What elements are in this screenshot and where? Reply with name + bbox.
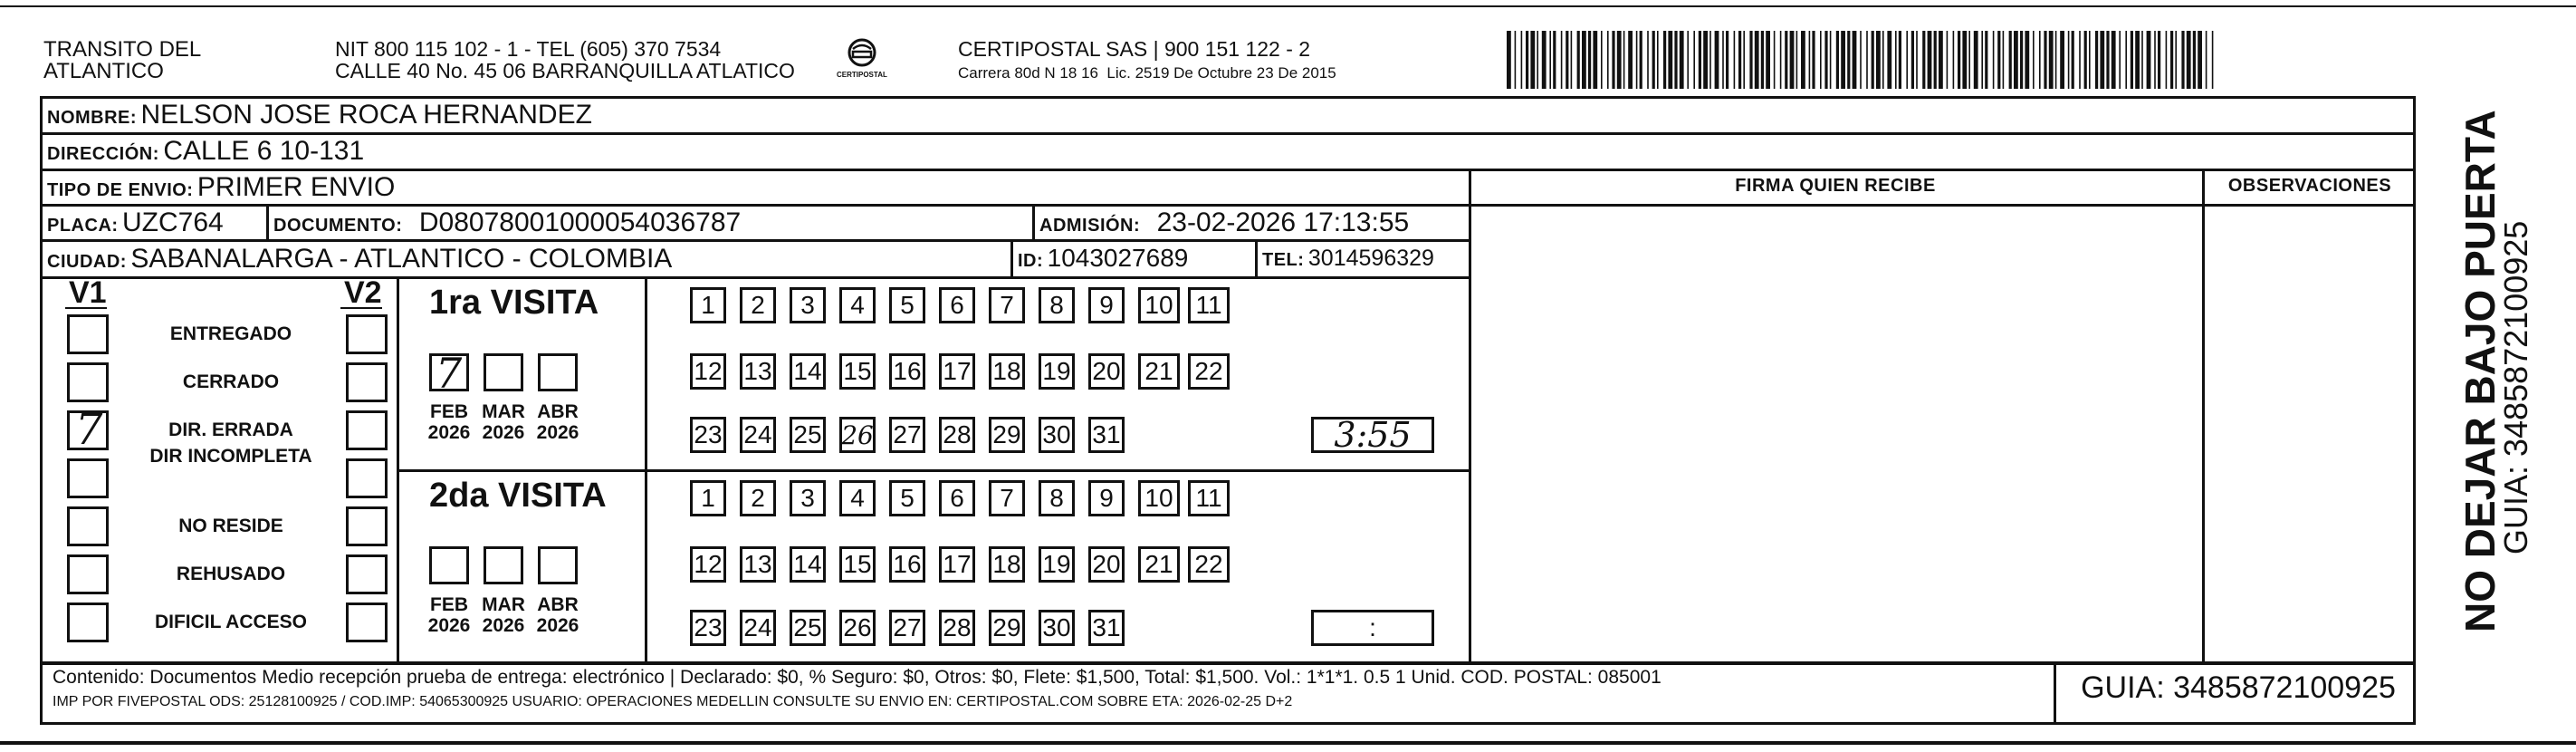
- day-checkbox[interactable]: 8: [1039, 480, 1075, 516]
- status-option-label: NO RESIDE: [178, 516, 283, 536]
- barcode-bar: [2039, 31, 2041, 89]
- barcode-bar: [1553, 31, 1556, 89]
- barcode-bar: [1593, 31, 1597, 89]
- barcode-bar: [1981, 31, 1983, 89]
- barcode-bar: [1687, 31, 1689, 89]
- barcode-bar: [2175, 31, 2177, 89]
- barcode-bar: [1853, 31, 1857, 89]
- footer-content-line: Contenido: Documentos Medio recepción prueba de entrega: electrónico | Declarado: $0, % Seguro: $0, Otros: $0, Flete: $1,500, Total: $1,500. Vol.: 1*1*1. 0.5 1 Unid. COD. POSTAL: 085001: [53, 667, 1661, 688]
- side-guia: GUIA: 3485872100925: [2497, 220, 2534, 554]
- v2-checkbox[interactable]: [346, 506, 388, 546]
- day-checkbox[interactable]: 10: [1138, 480, 1180, 516]
- barcode-bar: [1647, 31, 1649, 89]
- status-option-label: ENTREGADO: [169, 323, 292, 344]
- barcode-bar: [2068, 31, 2070, 89]
- v2-header: V2: [344, 275, 382, 310]
- direccion-field: [47, 136, 364, 167]
- month-label: MAR 2026: [482, 594, 525, 636]
- nombre-label: NOMBRE:: [47, 108, 138, 128]
- day-checkbox[interactable]: 15: [839, 546, 876, 583]
- visit-title: 2da VISITA: [429, 477, 607, 515]
- day-checkbox[interactable]: 21: [1138, 353, 1180, 390]
- barcode-bar: [2025, 31, 2029, 89]
- day-checkbox[interactable]: 13: [740, 546, 776, 583]
- barcode-bar: [1953, 31, 1955, 89]
- day-checkbox[interactable]: 4: [839, 480, 876, 516]
- barcode-bar: [2166, 31, 2168, 89]
- certipostal-logo-icon: [837, 36, 887, 83]
- day-checkbox[interactable]: 5: [889, 480, 925, 516]
- day-checkbox[interactable]: 1: [690, 287, 726, 323]
- day-checkbox[interactable]: 20: [1088, 353, 1125, 390]
- barcode-bar: [1780, 31, 1782, 89]
- barcode-bar: [1985, 31, 1987, 89]
- day-checkbox[interactable]: 29: [989, 417, 1025, 453]
- barcode-bar: [2198, 31, 2202, 89]
- barcode-bar: [2181, 31, 2184, 89]
- barcode-bar: [1906, 31, 1908, 89]
- day-checkbox[interactable]: 5: [889, 287, 925, 323]
- barcode-bar: [1715, 31, 1719, 89]
- day-checkbox[interactable]: 17: [939, 546, 975, 583]
- day-checkbox[interactable]: 31: [1088, 417, 1125, 453]
- day-checkbox[interactable]: 11: [1188, 287, 1230, 323]
- barcode-bar: [2100, 31, 2104, 89]
- barcode-bar: [2154, 31, 2156, 89]
- barcode-bar: [2119, 31, 2121, 89]
- barcode-bar: [1623, 31, 1625, 89]
- tipo-envio-label: TIPO DE ENVIO:: [47, 180, 194, 200]
- barcode-bar: [1530, 31, 1535, 89]
- barcode-bar: [1582, 31, 1586, 89]
- barcode-bar: [1749, 31, 1752, 89]
- barcode-bar: [1939, 31, 1943, 89]
- day-checkbox[interactable]: 16: [889, 353, 925, 390]
- barcode-bar: [2014, 31, 2018, 89]
- v1-checkbox[interactable]: [67, 404, 109, 455]
- day-checkbox[interactable]: 8: [1039, 287, 1075, 323]
- documento-label: DOCUMENTO:: [273, 216, 403, 236]
- month-checkbox[interactable]: [484, 546, 523, 584]
- barcode-bar: [2158, 31, 2160, 89]
- courier-name-line: CERTIPOSTAL SAS | 900 151 122 - 2: [958, 37, 1311, 61]
- day-checkbox[interactable]: 17: [939, 353, 975, 390]
- ciudad-value: SABANALARGA - ATLANTICO - COLOMBIA: [130, 244, 673, 274]
- day-checkbox[interactable]: 19: [1039, 546, 1075, 583]
- admision-field: [1039, 207, 1409, 238]
- barcode-bar: [2147, 31, 2151, 89]
- barcode-bar: [1801, 31, 1805, 89]
- day-checkbox[interactable]: 30: [1039, 417, 1075, 453]
- barcode-bar: [1571, 31, 1573, 89]
- issuer-name-line2: ATLANTICO: [43, 59, 164, 83]
- barcode-bar: [2112, 31, 2116, 89]
- day-checkbox[interactable]: 21: [1138, 546, 1180, 583]
- day-checkbox[interactable]: 23: [690, 417, 726, 453]
- id-value: 1043027689: [1047, 244, 1189, 272]
- day-checkbox[interactable]: 12: [690, 353, 726, 390]
- barcode-bar: [1663, 31, 1666, 89]
- day-checkbox-marked[interactable]: 26: [839, 417, 876, 453]
- barcode-bar: [1612, 31, 1614, 89]
- barcode-bar: [2187, 31, 2191, 89]
- month-label: MAR 2026: [482, 401, 525, 443]
- day-checkbox[interactable]: 26: [839, 610, 876, 646]
- barcode-bar: [1542, 31, 1547, 89]
- footer-guia: GUIA: 3485872100925: [2081, 670, 2396, 705]
- month-checkbox[interactable]: [429, 349, 469, 398]
- barcode-bar: [1790, 31, 1795, 89]
- barcode-bar: [1657, 31, 1659, 89]
- day-checkbox[interactable]: 16: [889, 546, 925, 583]
- v2-checkbox[interactable]: [346, 410, 388, 450]
- v1-handwritten-mark: 7: [75, 404, 103, 455]
- barcode-bar: [2135, 31, 2140, 89]
- barcode-bar: [1766, 31, 1770, 89]
- day-checkbox[interactable]: 31: [1088, 610, 1125, 646]
- barcode-bar: [2212, 31, 2214, 89]
- day-checkbox[interactable]: 24: [740, 417, 776, 453]
- admision-value: 23-02-2026 17:13:55: [1156, 207, 1410, 237]
- barcode-bar: [1722, 31, 1724, 89]
- status-option-label: DIR INCOMPLETA: [149, 446, 312, 467]
- v2-checkbox[interactable]: [346, 458, 388, 498]
- day-checkbox[interactable]: 23: [690, 610, 726, 646]
- barcode-bar: [1761, 31, 1764, 89]
- barcode-bar: [1601, 31, 1603, 89]
- day-checkbox[interactable]: 28: [939, 417, 975, 453]
- barcode-bar: [1607, 31, 1609, 89]
- month-checkbox[interactable]: [538, 353, 578, 391]
- documento-field: [273, 207, 741, 238]
- month-checkbox[interactable]: [484, 353, 523, 391]
- day-checkbox[interactable]: 22: [1188, 546, 1230, 583]
- month-checkbox[interactable]: [538, 546, 578, 584]
- month-label: FEB 2026: [427, 401, 471, 443]
- barcode-bar: [1674, 31, 1677, 89]
- barcode-bar: [1774, 31, 1776, 89]
- barcode-bar: [1526, 31, 1528, 89]
- barcode-bar: [1693, 31, 1695, 89]
- barcode-bar: [1521, 31, 1523, 89]
- visit-time-box[interactable]: :: [1311, 610, 1434, 646]
- v1-checkbox[interactable]: [67, 314, 109, 354]
- admision-label: ADMISIÓN:: [1039, 216, 1141, 236]
- ciudad-field: [47, 244, 672, 275]
- month-label: FEB 2026: [427, 594, 471, 636]
- day-checkbox[interactable]: 7: [989, 287, 1025, 323]
- v2-checkbox[interactable]: [346, 603, 388, 642]
- barcode-bar: [2003, 31, 2005, 89]
- barcode-bar: [1796, 31, 1798, 89]
- day-checkbox[interactable]: 2: [740, 480, 776, 516]
- barcode-bar: [1876, 31, 1881, 89]
- day-checkbox[interactable]: 11: [1188, 480, 1230, 516]
- barcode-bar: [1561, 31, 1563, 89]
- barcode-bar: [2009, 31, 2012, 89]
- barcode-bar: [1968, 31, 1970, 89]
- barcode-bar: [1922, 31, 1925, 89]
- day-checkbox[interactable]: 14: [790, 546, 826, 583]
- day-checkbox[interactable]: 9: [1088, 287, 1125, 323]
- barcode-bar: [1958, 31, 1960, 89]
- barcode-bar: [1709, 31, 1711, 89]
- day-checkbox[interactable]: 24: [740, 610, 776, 646]
- day-checkbox[interactable]: 6: [939, 287, 975, 323]
- placa-value: UZC764: [122, 207, 224, 237]
- day-checkbox[interactable]: 27: [889, 417, 925, 453]
- barcode-bar: [2020, 31, 2023, 89]
- barcode-bar: [1507, 31, 1511, 89]
- day-checkbox[interactable]: 10: [1138, 287, 1180, 323]
- day-checkbox[interactable]: 3: [790, 287, 826, 323]
- tel-label: TEL:: [1262, 250, 1305, 270]
- barcode-bar: [1997, 31, 2000, 89]
- v1-checkbox[interactable]: [67, 362, 109, 402]
- barcode-bar: [1916, 31, 1918, 89]
- day-checkbox[interactable]: 6: [939, 480, 975, 516]
- day-checkbox[interactable]: 28: [939, 610, 975, 646]
- v1-checkbox[interactable]: [67, 554, 109, 594]
- day-checkbox[interactable]: 14: [790, 353, 826, 390]
- barcode-bar: [1785, 31, 1787, 89]
- day-checkbox[interactable]: 13: [740, 353, 776, 390]
- firma-header: FIRMA QUIEN RECIBE: [1735, 176, 1936, 196]
- barcode-bar: [1993, 31, 1995, 89]
- barcode-bar: [2089, 31, 2091, 89]
- day-checkbox[interactable]: 29: [989, 610, 1025, 646]
- day-checkbox[interactable]: 7: [989, 480, 1025, 516]
- barcode-bar: [1515, 31, 1517, 89]
- barcode-bar: [2193, 31, 2196, 89]
- day-checkbox[interactable]: 22: [1188, 353, 1230, 390]
- day-checkbox[interactable]: 19: [1039, 353, 1075, 390]
- barcode-bar: [1566, 31, 1568, 89]
- issuer-address-line: CALLE 40 No. 45 06 BARRANQUILLA ATLATICO: [335, 59, 795, 82]
- barcode-bar: [1743, 31, 1745, 89]
- barcode-bar: [1911, 31, 1914, 89]
- month-checkbox[interactable]: [429, 546, 469, 584]
- barcode-bar: [1636, 31, 1638, 89]
- barcode-bar: [1703, 31, 1708, 89]
- side-warning: NO DEJAR BAJO PUERTA: [2456, 110, 2504, 632]
- barcode-bar: [1860, 31, 1862, 89]
- barcode-bar: [1537, 31, 1538, 89]
- barcode-bar: [2060, 31, 2064, 89]
- ciudad-label: CIUDAD:: [47, 252, 127, 272]
- status-option-label: CERRADO: [182, 371, 280, 392]
- visit-time-box[interactable]: 3:55: [1311, 417, 1434, 453]
- day-checkbox[interactable]: 12: [690, 546, 726, 583]
- barcode-bar: [2106, 31, 2109, 89]
- barcode-bar: [1549, 31, 1551, 89]
- courier-license-line: Carrera 80d N 18 16 Lic. 2519 De Octubre 23 De 2015: [958, 64, 1336, 82]
- day-checkbox[interactable]: 27: [889, 610, 925, 646]
- day-checkbox[interactable]: 4: [839, 287, 876, 323]
- barcode-bar: [1668, 31, 1672, 89]
- barcode-bar: [1680, 31, 1684, 89]
- direccion-value: CALLE 6 10-131: [163, 136, 365, 166]
- barcode-bar: [2049, 31, 2054, 89]
- barcode-bar: [1617, 31, 1622, 89]
- barcode-bar: [2033, 31, 2035, 89]
- barcode-bar: [2095, 31, 2098, 89]
- barcode-bar: [1755, 31, 1759, 89]
- barcode-bar: [1726, 31, 1729, 89]
- barcode-bar: [1640, 31, 1642, 89]
- status-option-label: DIFICIL ACCESO: [154, 612, 307, 632]
- issuer-name-line1: TRANSITO DEL: [43, 37, 202, 62]
- barcode-bar: [1628, 31, 1633, 89]
- day-checkbox[interactable]: 18: [989, 353, 1025, 390]
- barcode-bar: [2055, 31, 2057, 89]
- status-option-label: REHUSADO: [176, 564, 286, 584]
- barcode-bar: [2125, 31, 2127, 89]
- tel-value: 3014596329: [1307, 246, 1434, 271]
- barcode-bar: [2206, 31, 2207, 89]
- barcode-bar: [1830, 31, 1832, 89]
- day-checkbox[interactable]: 2: [740, 287, 776, 323]
- tipo-envio-value: PRIMER ENVIO: [196, 172, 396, 202]
- barcode-bar: [1872, 31, 1874, 89]
- barcode-bar: [2131, 31, 2133, 89]
- day-checkbox[interactable]: 30: [1039, 610, 1075, 646]
- barcode-bar: [1847, 31, 1850, 89]
- month-handwritten-mark: 7: [436, 349, 463, 398]
- barcode-bar: [2044, 31, 2046, 89]
- v1-checkbox[interactable]: [67, 506, 109, 546]
- barcode-bar: [1899, 31, 1901, 89]
- barcode-bar: [1577, 31, 1580, 89]
- status-option-label: DIR. ERRADA: [168, 419, 293, 440]
- id-label: ID:: [1018, 251, 1044, 271]
- barcode-bar: [1738, 31, 1741, 89]
- barcode-bar: [1882, 31, 1884, 89]
- day-checkbox[interactable]: 18: [989, 546, 1025, 583]
- tipo-envio-field: [47, 172, 395, 203]
- barcode-bar: [1895, 31, 1897, 89]
- logo-lettering: CERTIPOSTAL: [837, 71, 887, 79]
- barcode-bar: [1820, 31, 1822, 89]
- barcode-bar: [1974, 31, 1978, 89]
- barcode-bar: [1809, 31, 1811, 89]
- day-checkbox[interactable]: 9: [1088, 480, 1125, 516]
- barcode-bar: [1841, 31, 1845, 89]
- visit-title: 1ra VISITA: [429, 284, 599, 322]
- v1-checkbox[interactable]: [67, 603, 109, 642]
- v2-checkbox[interactable]: [346, 314, 388, 354]
- day-checkbox[interactable]: 15: [839, 353, 876, 390]
- nombre-value: NELSON JOSE ROCA HERNANDEZ: [140, 100, 592, 130]
- barcode-bar: [1652, 31, 1655, 89]
- v1-header: V1: [69, 275, 107, 310]
- month-label: ABR 2026: [536, 594, 579, 636]
- issuer-nit-line: NIT 800 115 102 - 1 - TEL (605) 370 7534: [335, 37, 722, 61]
- barcode-bar: [2072, 31, 2074, 89]
- barcode-bar: [1699, 31, 1701, 89]
- placa-label: PLACA:: [47, 216, 119, 236]
- barcode-bar: [1866, 31, 1868, 89]
- footer-print-line: IMP POR FIVEPOSTAL ODS: 25128100925 / COD.IMP: 54065300925 USUARIO: OPERACIONES MEDELLIN CONSULTE SU ENVIO EN: CERTIPOSTAL.COM SOBRE ETA: 2026-02-25 D+2: [53, 694, 1293, 709]
- v1-checkbox[interactable]: [67, 458, 109, 498]
- barcode-bar: [2170, 31, 2173, 89]
- day-checkbox[interactable]: 25: [790, 417, 826, 453]
- tel-field: [1262, 246, 1434, 272]
- day-checkbox[interactable]: 25: [790, 610, 826, 646]
- barcode-bar: [2079, 31, 2081, 89]
- barcode: [1505, 31, 2220, 89]
- barcode-bar: [1824, 31, 1827, 89]
- observaciones-header: OBSERVACIONES: [2227, 176, 2392, 196]
- month-label: ABR 2026: [536, 401, 579, 443]
- v2-checkbox[interactable]: [346, 362, 388, 402]
- barcode-bar: [1588, 31, 1591, 89]
- barcode-bar: [1962, 31, 1967, 89]
- barcode-bar: [1812, 31, 1815, 89]
- barcode-bar: [1928, 31, 1932, 89]
- v2-checkbox[interactable]: [346, 554, 388, 594]
- day-checkbox[interactable]: 1: [690, 480, 726, 516]
- barcode-bar: [2084, 31, 2087, 89]
- barcode-bar: [1934, 31, 1937, 89]
- id-field: [1018, 244, 1188, 273]
- barcode-bar: [2141, 31, 2143, 89]
- direccion-label: DIRECCIÓN:: [47, 144, 159, 164]
- barcode-bar: [1836, 31, 1839, 89]
- placa-field: [47, 207, 224, 238]
- barcode-bar: [1734, 31, 1736, 89]
- barcode-bar: [1887, 31, 1891, 89]
- day-checkbox[interactable]: 3: [790, 480, 826, 516]
- barcode-bar: [1947, 31, 1949, 89]
- nombre-field: [47, 100, 592, 130]
- day-checkbox[interactable]: 20: [1088, 546, 1125, 583]
- documento-value: D08078001000054036787: [418, 207, 742, 237]
